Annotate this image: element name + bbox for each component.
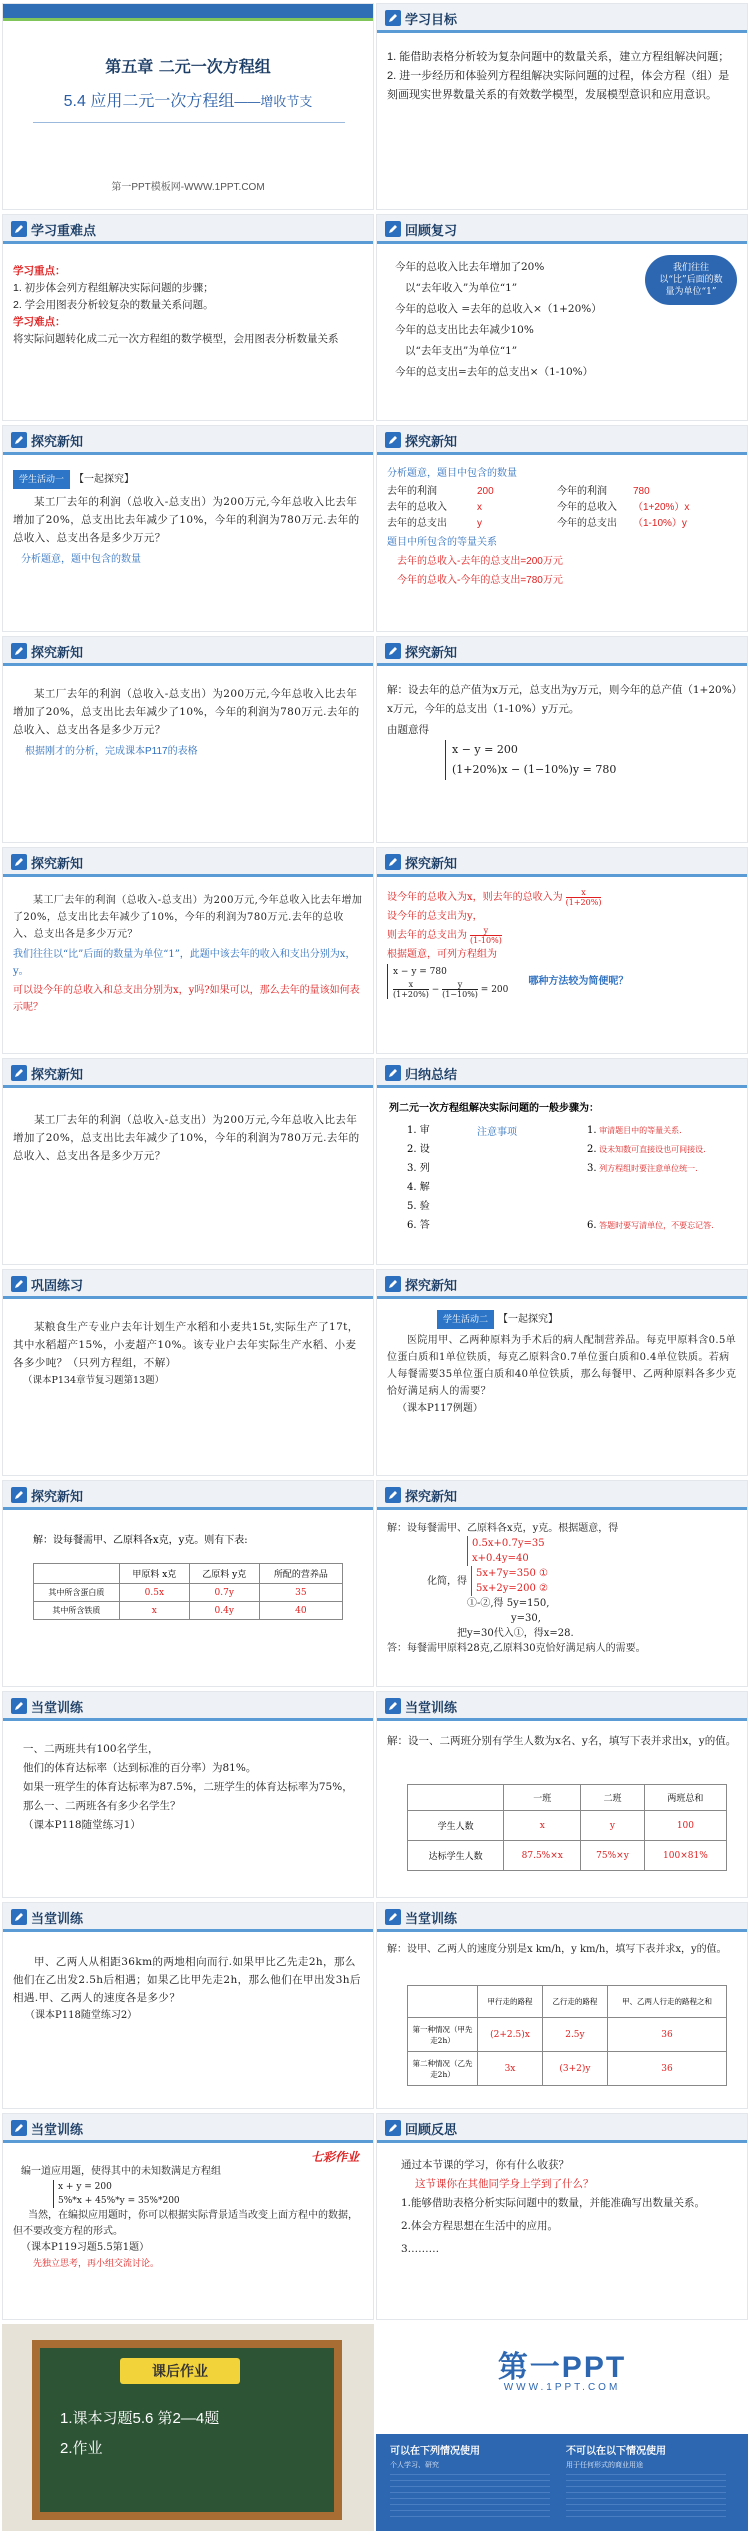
fraction-den: (1+20%)	[393, 990, 429, 999]
slide-explore-analysis	[376, 425, 748, 632]
table-header	[408, 1986, 478, 2018]
equation-1: x − y = 780	[393, 967, 447, 977]
analysis-title: 分析题意，题目中包含的数量	[387, 468, 517, 479]
section-title: 当堂训练	[31, 1911, 84, 1926]
answer: 答：每餐需甲原料28克,乙原料30克恰好满足病人的需要。	[387, 1643, 646, 1654]
section-title: 探究新知	[405, 1489, 458, 1504]
link-list-left	[390, 2474, 550, 2522]
reflection-answer-1: 1.能够借助表格分析实际问题中的数量，并能准确写出数量关系。	[401, 2197, 706, 2209]
table-cell: 学生人数	[408, 1811, 504, 1841]
review-line-6: 今年的总支出=去年的总支出×（1-10%）	[395, 366, 594, 378]
qty-value: （1-10%）y	[633, 518, 687, 529]
equation-2: x+0.4y=40	[472, 1553, 529, 1564]
section-title: 探究新知	[31, 645, 84, 660]
problem-text: 某粮食生产专业户去年计划生产水稻和小麦共15t,实际生产了17t，其中水稻超产15%，小麦超产10%。该专业户去年实际生产水稻、小麦各多少吨？（只列方程组，不解）	[13, 1321, 359, 1369]
table-cell: (3+2)y	[542, 2052, 607, 2086]
equality-2: 今年的总收入-今年的总支出=780万元	[397, 575, 563, 586]
equation-rhs: = 200	[480, 984, 509, 995]
slide-explore-2	[2, 636, 374, 843]
activity-tag: 学生活动二	[437, 1310, 494, 1329]
section-title: 探究新知	[405, 856, 458, 871]
table-cell: 0.5x	[119, 1584, 189, 1602]
table-header: 所配的营养品	[259, 1564, 342, 1584]
exercise-text: 编一道应用题，使得其中的未知数满足方程组	[21, 2166, 221, 2177]
question: 哪种方法较为简便呢？	[528, 976, 629, 987]
slide-table-1	[2, 1480, 374, 1687]
simplify-label: 化简，得	[427, 1576, 467, 1587]
section-title: 当堂训练	[31, 2122, 84, 2137]
reflection-answer-3: 3………	[401, 2243, 440, 2255]
table-cell: 0.4y	[189, 1602, 259, 1620]
slide-key-points	[2, 214, 374, 421]
qty-label: 今年的总收入	[557, 502, 617, 513]
fraction-num: x	[581, 888, 586, 897]
table-header: 甲原料 x克	[119, 1564, 189, 1584]
table-header: 两班总和	[644, 1785, 726, 1811]
link-list-right	[566, 2474, 726, 2522]
exercise-text: 甲、乙两人从相距36km的两地相向而行.如果甲比乙先走2h，那么他们在乙出发2.5h后相遇；如果乙比甲先走2h，那么他们在甲出发3h后相遇.甲、乙两人的速度各是多少？	[13, 1956, 361, 2004]
equation-3: 5x+7y=350 ①	[476, 1568, 549, 1579]
objective-1: 1. 能借助表格分析较为复杂问题中的数量关系，建立方程组解决问题；	[387, 51, 730, 63]
edit-icon	[385, 221, 401, 237]
equality-title: 题目中所包含的等量关系	[387, 537, 497, 548]
table-cell: 其中所含铁质	[34, 1602, 120, 1620]
edit-icon	[385, 1698, 401, 1714]
section-title: 学习重难点	[31, 223, 97, 238]
equation-4: 5x+2y=200 ②	[476, 1583, 549, 1594]
qty-label: 去年的总收入	[387, 502, 447, 513]
exercise-source: （课本P119习题5.5第1题）	[21, 2242, 150, 2253]
note-1: 审清题目中的等量关系.	[599, 1126, 682, 1135]
edit-icon	[385, 432, 401, 448]
edit-icon	[385, 1487, 401, 1503]
equation-1: x + y = 200	[58, 2182, 112, 2192]
review-line-3: 今年的总收入 =去年的总收入×（1+20%）	[395, 303, 602, 315]
table-intro: 解：设每餐需甲、乙原料各x克，y克。则有下表:	[33, 1535, 248, 1546]
step-list	[407, 1121, 430, 1235]
fraction-den: (1+20%)	[565, 898, 602, 907]
qty-label: 去年的总支出	[387, 518, 447, 529]
table-cell: 100	[644, 1811, 726, 1841]
activity-note: 【一起探究】	[498, 1314, 559, 1325]
table-header: 乙行走的路程	[542, 1986, 607, 2018]
slide-reflection	[376, 2113, 748, 2320]
edit-icon	[385, 643, 401, 659]
question-hint: 可以设今年的总收入和总支出分别为x，y吗?如果可以，那么去年的量该如何表示呢？	[13, 985, 360, 1013]
qty-value: 780	[633, 486, 650, 497]
table-cell: 达标学生人数	[408, 1841, 504, 1871]
activity-tag: 学生活动一	[13, 470, 70, 489]
equation-system	[471, 1566, 548, 1596]
note-2: 设未知数可直接设也可间接设.	[599, 1145, 706, 1154]
key-title: 学习重点：	[13, 265, 66, 277]
table-header: 甲行走的路程	[478, 1986, 543, 2018]
key-2: 2. 学会用图表分析较复杂的数量关系问题。	[13, 299, 214, 311]
equation-1: 0.5x+0.7y=35	[472, 1538, 545, 1549]
homework-item-2: 2.作业	[60, 2440, 103, 2457]
slide-explore-3	[2, 847, 374, 1054]
qty-value: x	[477, 502, 482, 513]
slide-explore-4	[2, 1058, 374, 1265]
step-2: y=30,	[511, 1613, 541, 1624]
equation-system: x − y = 780 $\frac{x}{(1+20\%)}$ − $\frac{y}{(1-10\%)}$ = 200	[387, 964, 508, 999]
equation-system	[445, 740, 737, 780]
objective-2: 2. 进一步经历和体验列方程组解决实际问题的过程，体会方程（组）是刻画现实世界数量关系的有效数学模型，发展模型意识和应用意识。	[387, 70, 730, 101]
table-cell: 100×81%	[644, 1841, 726, 1871]
step-notes: 1. 审清题目中的等量关系. 2. 设未知数可直接设也可间接设. 3. 列方程组时要注意单位统一. 6. 答题时要写清单位，不要忘记答.	[587, 1125, 714, 1231]
slide-exercise-1	[2, 1691, 374, 1898]
problem-source: （课本P117例题）	[397, 1403, 483, 1414]
exercise-line-4: 那么一、二两班各有多少名学生？	[23, 1800, 181, 1812]
green-band	[3, 18, 373, 21]
section-title: 探究新知	[31, 1489, 84, 1504]
table-header: 一班	[504, 1785, 581, 1811]
edit-icon	[11, 2120, 27, 2136]
allowed-item: 个人学习、研究	[390, 2462, 439, 2469]
section-title: 探究新知	[31, 856, 84, 871]
review-line-2: 以“去年收入”为单位“1”	[405, 282, 518, 294]
slide-solution-1	[376, 636, 748, 843]
summary-title: 列二元一次方程组解决实际问题的一般步骤为：	[389, 1103, 599, 1114]
section-title: 回顾反思	[405, 2122, 458, 2137]
chalkboard	[32, 2340, 342, 2520]
slide-solution-2	[376, 847, 748, 1054]
table-header	[34, 1564, 120, 1584]
nutrition-table	[33, 1563, 343, 1620]
edit-icon	[11, 854, 27, 870]
edit-icon	[385, 1065, 401, 1081]
table-cell: 36	[607, 2052, 726, 2086]
table-cell: 40	[259, 1602, 342, 1620]
homework-item-1: 1.课本习题5.6 第2—4题	[60, 2410, 220, 2427]
discussion-hint: 先独立思考，再小组交流讨论。	[33, 2259, 160, 2269]
qty-value: 200	[477, 486, 494, 497]
analysis-hint: 分析题意，题中包含的数量	[21, 554, 141, 565]
unit-hint: 我们往往以“比”后面的数量为单位“1”，此题中该去年的收入和支出分别为x，y。	[13, 949, 356, 977]
slide-exercise-1-table	[376, 1691, 748, 1898]
line-1: 设今年的总收入为x，则去年的总收入为	[387, 892, 563, 903]
note-3: 列方程组时要注意单位统一.	[599, 1164, 698, 1173]
step-item: 6. 答	[407, 1220, 430, 1231]
equation-1: x − y = 200	[452, 743, 518, 756]
reflection-question: 通过本节课的学习，你有什么收获？	[401, 2159, 569, 2171]
solution-text	[387, 681, 737, 719]
fraction-num: x	[408, 980, 414, 989]
brand-url: WWW.1PPT.COM	[503, 2382, 621, 2393]
table-cell: x	[119, 1602, 189, 1620]
equation-system	[53, 2180, 363, 2208]
table-hint: 根据刚才的分析，完成课本P117的表格	[25, 746, 198, 757]
slide-exercise-2	[2, 1902, 374, 2109]
edit-icon	[385, 854, 401, 870]
edit-icon	[385, 1276, 401, 1292]
exercise-line-1: 一、二两班共有100名学生，	[23, 1743, 159, 1755]
equality-1: 去年的总收入-去年的总支出=200万元	[397, 556, 563, 567]
problem-text: 某工厂去年的利润（总收入-总支出）为200万元,今年总收入比去年增加了20%，总支出比去年减少了10%，今年的利润为780万元.去年的总收入、总支出各是多少万元？	[13, 496, 360, 544]
table-cell: 36	[607, 2018, 726, 2052]
table-header: 二班	[581, 1785, 645, 1811]
table-cell: 3x	[478, 2052, 543, 2086]
table-intro: 解：设一、二两班分别有学生人数为x名、y名，填写下表并求出x，y的值。	[387, 1735, 737, 1747]
section-title: 当堂训练	[405, 1700, 458, 1715]
step-item: 5. 验	[407, 1201, 430, 1212]
fraction-den: (1-10%)	[470, 936, 502, 945]
table-cell: 75%×y	[581, 1841, 645, 1871]
top-band	[3, 4, 373, 18]
divider	[33, 122, 345, 123]
solution-setup: 解：设每餐需甲、乙原料各x克，y克。根据题意，得	[387, 1523, 619, 1534]
qty-label: 去年的利润	[387, 486, 437, 497]
step-item: 1. 审	[407, 1125, 430, 1136]
section-title: 当堂训练	[405, 1911, 458, 1926]
slide-homework	[2, 2324, 374, 2531]
edit-icon	[11, 221, 27, 237]
edit-icon	[11, 1065, 27, 1081]
exercise-line-3: 如果一班学生的体育达标率为87.5%，二班学生的体育达标率为75%，	[23, 1781, 353, 1793]
lesson-number: 5.4	[63, 93, 86, 110]
step-1: ①-②,得 5y=150,	[467, 1598, 550, 1609]
step-item: 2. 设	[407, 1144, 430, 1155]
homework-logo: 七彩作业	[310, 2150, 359, 2164]
key-1: 1. 初步体会列方程组解决实际问题的步骤；	[13, 282, 214, 294]
fraction-num: y	[457, 980, 463, 989]
edit-icon	[385, 2120, 401, 2136]
equation-system	[467, 1536, 737, 1566]
slide-solution-3	[376, 1480, 748, 1687]
step-item: 4. 解	[407, 1182, 430, 1193]
condition-label: 由题意得	[387, 724, 429, 736]
edit-icon	[11, 1698, 27, 1714]
exercise-source: （课本P118随堂练习2）	[25, 2010, 138, 2021]
table-cell: (2+2.5)x	[478, 2018, 543, 2052]
section-title: 归纳总结	[405, 1067, 458, 1082]
edit-icon	[11, 1276, 27, 1292]
table-cell: y	[581, 1811, 645, 1841]
table-cell: 其中所含蛋白质	[34, 1584, 120, 1602]
fraction-num: y	[483, 926, 489, 935]
section-title: 回顾复习	[405, 223, 458, 238]
qty-value: y	[477, 518, 482, 529]
table-header	[408, 1785, 504, 1811]
equation-2: 5%*x + 45%*y = 35%*200	[58, 2196, 180, 2206]
slide-review	[376, 214, 748, 421]
table-intro: 解：设甲、乙两人的速度分别是x km/h，y km/h，填写下表并求x，y的值。	[387, 1944, 727, 1955]
edit-icon	[385, 1909, 401, 1925]
problem-text: 某工厂去年的利润（总收入-总支出）为200万元,今年总收入比去年增加了20%，总支出比去年减少了10%，今年的利润为780万元.去年的总收入、总支出各是多少万元？	[13, 1114, 360, 1162]
qty-label: 今年的总支出	[557, 518, 617, 529]
section-title: 探究新知	[405, 1278, 458, 1293]
edit-icon	[385, 10, 401, 26]
problem-source: （课本P134章节复习题第13题）	[23, 1375, 165, 1386]
step-item: 3. 列	[407, 1163, 430, 1174]
brand-logo: 第一PPT	[497, 2351, 627, 2384]
table-cell: 35	[259, 1584, 342, 1602]
section-title: 探究新知	[31, 434, 84, 449]
review-line-5: 以“去年支出”为单位“1”	[405, 345, 518, 357]
section-title: 当堂训练	[31, 1700, 84, 1715]
table-header: 乙原料 y克	[189, 1564, 259, 1584]
section-title: 探究新知	[405, 645, 458, 660]
problem-text: 医院用甲、乙两种原料为手术后的病人配制营养品。每克甲原料含0.5单位蛋白质和1单位铁质，每克乙原料含0.7单位蛋白质和0.4单位铁质。若病人每餐需要35单位蛋白质和40单位铁质，那么每餐甲、乙两种原料各多少克恰好满足病人的需要？	[387, 1335, 737, 1397]
table-cell: 2.5y	[542, 2018, 607, 2052]
section-title: 学习目标	[405, 12, 458, 27]
edit-icon	[11, 1909, 27, 1925]
difficulty-1: 将实际问题转化成二元一次方程组的数学模型，会用图表分析数量关系	[13, 333, 339, 345]
problem-text: 某工厂去年的利润（总收入-总支出）为200万元,今年总收入比去年增加了20%，总支出比去年减少了10%，今年的利润为780万元.去年的总收入、总支出各是多少万元？	[13, 688, 360, 736]
student-table	[407, 1784, 727, 1871]
exercise-note: 当然，在编拟应用题时，你可以根据实际背景适当改变上面方程中的数据，但不要改变方程的形式。	[13, 2210, 358, 2237]
edit-icon	[11, 1487, 27, 1503]
section-title: 巩固练习	[31, 1278, 84, 1293]
section-title: 探究新知	[405, 434, 458, 449]
homework-title: 课后作业	[120, 2358, 240, 2384]
slide-explore-5	[376, 1269, 748, 1476]
slide-title	[2, 3, 374, 210]
tip-bubble: 我们往往以“比”后面的数量为单位“1”	[645, 255, 737, 305]
reflection-answer-2: 2.体会方程思想在生活中的应用。	[401, 2220, 559, 2232]
lesson-subtitle: ——增收节支	[234, 94, 313, 109]
slide-practice	[2, 1269, 374, 1476]
slide-objectives	[376, 3, 748, 210]
slide-exercise-3	[2, 2113, 374, 2320]
lesson-title: 应用二元一次方程组	[90, 93, 235, 110]
table-cell: x	[504, 1811, 581, 1841]
speed-table	[407, 1985, 727, 2086]
review-line-1: 今年的总收入比去年增加了20%	[395, 261, 545, 273]
slide-summary	[376, 1058, 748, 1265]
table-cell: 0.7y	[189, 1584, 259, 1602]
slide-explore-1	[2, 425, 374, 632]
forbidden-title: 不可以在以下情况使用	[566, 2446, 666, 2457]
equation-2: (1+20%)x − (1−10%)y = 780	[452, 763, 617, 776]
slide-exercise-2-table	[376, 1902, 748, 2109]
difficulty-title: 学习难点：	[13, 316, 66, 328]
review-line-4: 今年的总支出比去年减少10%	[395, 324, 534, 336]
edit-icon	[11, 432, 27, 448]
fraction-den: (1−10%)	[442, 990, 478, 999]
exercise-line-2: 他们的体育达标率（达到标准的百分率）为81%。	[23, 1762, 257, 1774]
solution-setup: 解：设去年的总产值为x万元，总支出为y万元，则今年的总产值（1+20%）x万元，今年的总支出（1-10%）y万元。	[387, 684, 737, 715]
problem-text: 某工厂去年的利润（总收入-总支出）为200万元,今年总收入比去年增加了20%，总支出比去年减少了10%，今年的利润为780万元.去年的总收入、总支出各是多少万元？	[13, 895, 363, 940]
table-cell: 87.5%×x	[504, 1841, 581, 1871]
qty-label: 今年的利润	[557, 486, 607, 497]
table-cell: 第一种情况（甲先走2h）	[408, 2018, 478, 2052]
exercise-source: （课本P118随堂练习1）	[23, 1819, 141, 1831]
site-name: 第一PPT模板网-WWW.1PPT.COM	[111, 182, 265, 193]
table-cell: 第二种情况（乙先走2h）	[408, 2052, 478, 2086]
table-header: 甲、乙两人行走的路程之和	[607, 1986, 726, 2018]
note-6: 答题时要写清单位，不要忘记答.	[599, 1221, 714, 1230]
edit-icon	[11, 643, 27, 659]
section-title: 探究新知	[31, 1067, 84, 1082]
line-4: 根据题意，可列方程组为	[387, 949, 497, 960]
reflection-question-2: 这节课你在其他同学身上学到了什么？	[415, 2178, 594, 2190]
line-3: 则去年的总支出为	[387, 930, 467, 941]
slide-ad	[376, 2324, 748, 2531]
forbidden-item: 用于任何形式的商业用途	[566, 2462, 643, 2469]
allowed-title: 可以在下列情况使用	[390, 2446, 480, 2457]
usage-panel	[376, 2434, 748, 2531]
step-3: 把y=30代入①，得x=28.	[457, 1628, 574, 1639]
chapter-title: 第五章 二元一次方程组	[105, 57, 271, 76]
activity-note: 【一起探究】	[74, 474, 135, 485]
notes-title: 注意事项	[477, 1127, 517, 1138]
line-2: 设今年的总支出为y，	[387, 911, 483, 922]
qty-value: （1+20%）x	[633, 502, 690, 513]
